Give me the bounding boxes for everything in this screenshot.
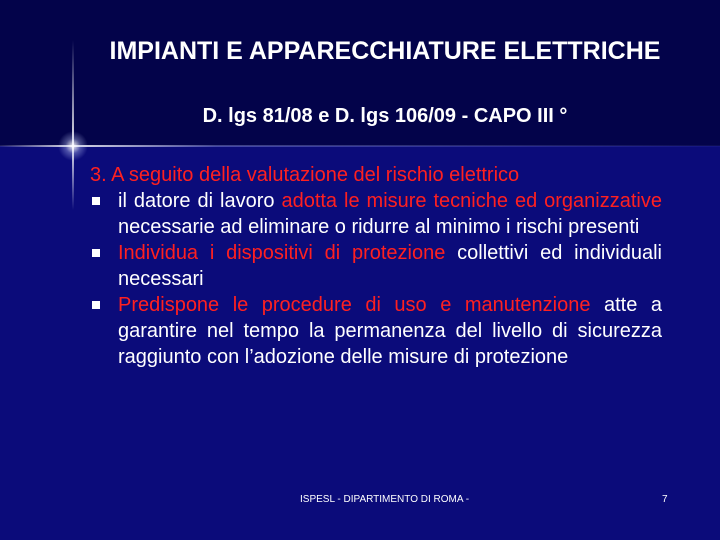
bullet-text-post: atte a garantire nel tempo la permanenza del livello di sicurezza raggiunto con l’adozione delle misure di protezione (118, 294, 662, 368)
lead-number: 3. (90, 164, 107, 186)
bullet-item (90, 240, 662, 292)
bullet-item (90, 292, 662, 370)
decorative-star-glow (58, 131, 88, 161)
decorative-light-line (0, 145, 720, 147)
slide-footer: ISPESL - DIPARTIMENTO DI ROMA - (300, 494, 470, 505)
slide-title: IMPIANTI E APPARECCHIATURE ELETTRICHE (109, 37, 661, 65)
bullet-text-highlight: Individua i dispositivi di protezione (118, 242, 446, 264)
square-bullet-icon (92, 301, 100, 309)
slide-subtitle: D. lgs 81/08 e D. lgs 106/09 - CAPO III ° (202, 105, 568, 127)
bullet-text-pre: il datore di lavoro (118, 190, 282, 212)
bullet-item (90, 188, 662, 240)
slide-body (90, 162, 662, 370)
decorative-light-beam (72, 40, 74, 210)
bullet-text-highlight: Predispone le procedure di uso e manutenzione (118, 294, 591, 316)
bullet-text-highlight: adotta le misure tecniche ed organizzative (281, 190, 662, 212)
lead-text: A seguito della valutazione del rischio elettrico (106, 164, 520, 186)
square-bullet-icon (92, 197, 100, 205)
square-bullet-icon (92, 249, 100, 257)
bullet-text-post: collettivi ed individuali necessari (118, 242, 662, 290)
page-number: 7 (662, 494, 668, 505)
lead-line (90, 162, 662, 188)
bullet-text-post: necessarie ad eliminare o ridurre al minimo i rischi presenti (118, 216, 640, 238)
